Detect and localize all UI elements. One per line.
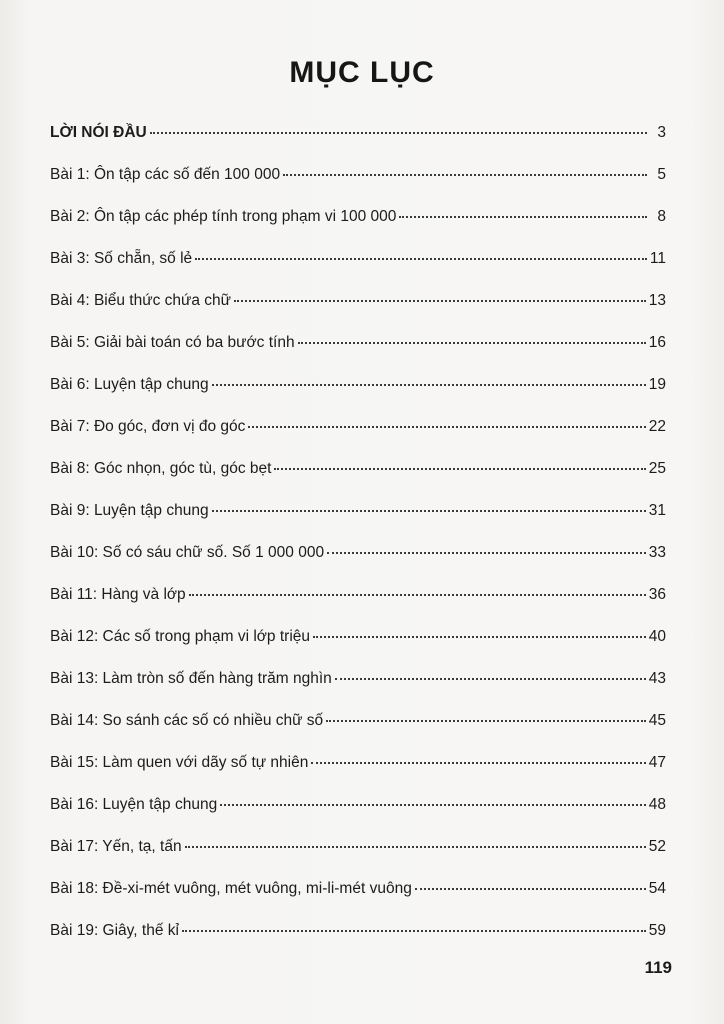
dot-leader bbox=[212, 510, 646, 512]
toc-entry-lesson-3 bbox=[50, 250, 666, 292]
toc-entry-label: Bài 14: So sánh các số có nhiều chữ số bbox=[50, 712, 324, 729]
dot-leader bbox=[234, 300, 646, 302]
dot-leader bbox=[313, 636, 646, 638]
toc-entry-label: Bài 2: Ôn tập các phép tính trong phạm vi 100 000 bbox=[50, 208, 397, 225]
dot-leader bbox=[335, 678, 646, 680]
toc-entry-label: Bài 5: Giải bài toán có ba bước tính bbox=[50, 334, 295, 351]
toc-entry-page: 43 bbox=[648, 670, 666, 687]
toc-entry-page: 48 bbox=[648, 796, 666, 813]
toc-entry-label: Bài 9: Luyện tập chung bbox=[50, 502, 209, 519]
dot-leader bbox=[248, 426, 645, 428]
toc-entry-page: 8 bbox=[657, 208, 666, 225]
toc-entry-label: Bài 8: Góc nhọn, góc tù, góc bẹt bbox=[50, 460, 272, 477]
toc-entry-label: Bài 3: Số chẵn, số lẻ bbox=[50, 250, 193, 267]
toc-entry-lesson-7 bbox=[50, 418, 666, 460]
dot-leader bbox=[399, 216, 647, 218]
dot-leader bbox=[185, 846, 646, 848]
toc-entry-lesson-16 bbox=[50, 796, 666, 838]
page-title: MỤC LỤC bbox=[289, 56, 435, 89]
toc-entry-page: 16 bbox=[648, 334, 666, 351]
toc-entry-lesson-13 bbox=[50, 670, 666, 712]
toc-entry-page: 36 bbox=[648, 586, 666, 603]
toc-entry-page: 3 bbox=[657, 124, 666, 141]
toc-entry-label: Bài 18: Đề-xi-mét vuông, mét vuông, mi-li-mét vuông bbox=[50, 880, 412, 897]
toc-entry-foreword bbox=[50, 124, 666, 166]
toc-entry-page: 31 bbox=[648, 502, 666, 519]
toc-entry-lesson-6 bbox=[50, 376, 666, 418]
dot-leader bbox=[415, 888, 646, 890]
toc-entry-page: 11 bbox=[649, 250, 666, 267]
toc-entry-lesson-18 bbox=[50, 880, 666, 922]
toc-entry-lesson-15 bbox=[50, 754, 666, 796]
toc-entry-lesson-4 bbox=[50, 292, 666, 334]
toc-entry-label: Bài 13: Làm tròn số đến hàng trăm nghìn bbox=[50, 670, 332, 687]
toc-entry-lesson-5 bbox=[50, 334, 666, 376]
toc-entry-lesson-11 bbox=[50, 586, 666, 628]
table-of-contents bbox=[50, 124, 666, 964]
toc-entry-page: 52 bbox=[648, 838, 666, 855]
dot-leader bbox=[274, 468, 645, 470]
toc-entry-label: Bài 15: Làm quen với dãy số tự nhiên bbox=[50, 754, 309, 771]
toc-entry-lesson-14 bbox=[50, 712, 666, 754]
toc-entry-label: Bài 12: Các số trong phạm vi lớp triệu bbox=[50, 628, 311, 645]
toc-entry-label: Bài 17: Yến, tạ, tấn bbox=[50, 838, 182, 855]
toc-entry-label: Bài 4: Biểu thức chứa chữ bbox=[50, 292, 232, 309]
toc-entry-label: Bài 6: Luyện tập chung bbox=[50, 376, 209, 393]
dot-leader bbox=[326, 720, 646, 722]
dot-leader bbox=[327, 552, 646, 554]
toc-entry-lesson-19 bbox=[50, 922, 666, 964]
toc-entry-page: 59 bbox=[648, 922, 666, 939]
toc-entry-label: Bài 1: Ôn tập các số đến 100 000 bbox=[50, 166, 281, 183]
dot-leader bbox=[220, 804, 646, 806]
dot-leader bbox=[195, 258, 647, 260]
toc-entry-page: 47 bbox=[648, 754, 666, 771]
page-number: 119 bbox=[644, 958, 672, 977]
dot-leader bbox=[311, 762, 645, 764]
toc-entry-page: 22 bbox=[648, 418, 666, 435]
dot-leader bbox=[212, 384, 646, 386]
toc-entry-page: 25 bbox=[648, 460, 666, 477]
toc-entry-lesson-8 bbox=[50, 460, 666, 502]
toc-entry-page: 40 bbox=[648, 628, 666, 645]
toc-entry-label: Bài 11: Hàng và lớp bbox=[50, 586, 186, 603]
dot-leader bbox=[182, 930, 646, 932]
toc-entry-page: 19 bbox=[648, 376, 666, 393]
dot-leader bbox=[283, 174, 647, 176]
toc-entry-page: 54 bbox=[648, 880, 666, 897]
dot-leader bbox=[150, 132, 647, 134]
toc-entry-lesson-12 bbox=[50, 628, 666, 670]
toc-entry-label: Bài 10: Số có sáu chữ số. Số 1 000 000 bbox=[50, 544, 325, 561]
dot-leader bbox=[298, 342, 646, 344]
toc-entry-page: 45 bbox=[648, 712, 666, 729]
toc-entry-lesson-9 bbox=[50, 502, 666, 544]
toc-entry-lesson-17 bbox=[50, 838, 666, 880]
toc-entry-page: 5 bbox=[657, 166, 666, 183]
toc-entry-lesson-1 bbox=[50, 166, 666, 208]
toc-entry-label: Bài 19: Giây, thế kỉ bbox=[50, 922, 179, 939]
toc-entry-label: Bài 16: Luyện tập chung bbox=[50, 796, 218, 813]
toc-entry-lesson-2 bbox=[50, 208, 666, 250]
toc-entry-lesson-10 bbox=[50, 544, 666, 586]
toc-entry-label: LỜI NÓI ĐẦU bbox=[50, 124, 147, 141]
toc-entry-page: 13 bbox=[648, 292, 666, 309]
toc-entry-label: Bài 7: Đo góc, đơn vị đo góc bbox=[50, 418, 246, 435]
toc-entry-page: 33 bbox=[648, 544, 666, 561]
dot-leader bbox=[189, 594, 646, 596]
